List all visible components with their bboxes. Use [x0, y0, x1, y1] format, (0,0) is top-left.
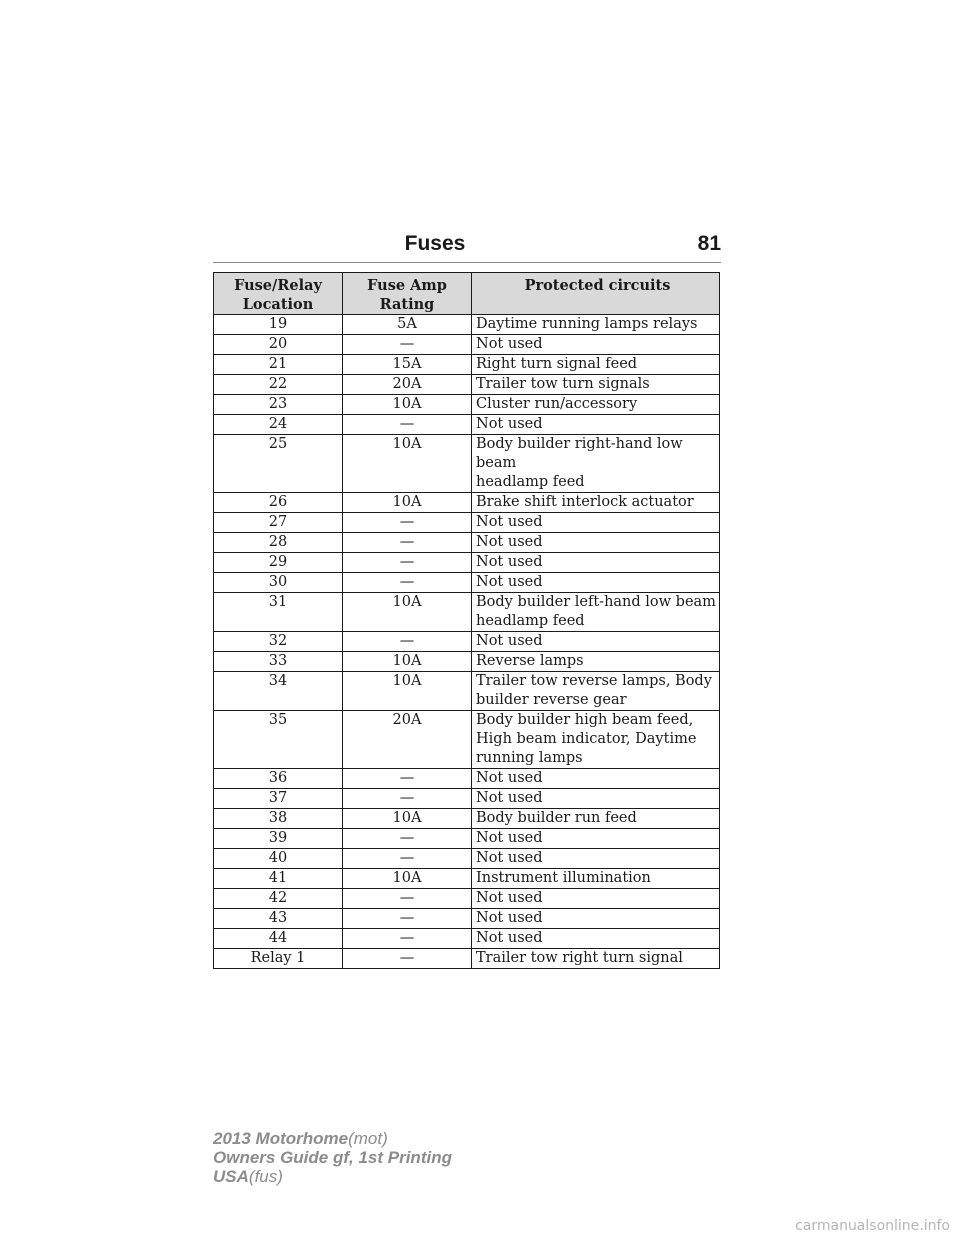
cell-protected-circuits: Not used [472, 553, 720, 573]
table-row [214, 929, 720, 949]
cell-amp-rating: 10A [343, 435, 472, 493]
cell-location: 25 [214, 435, 343, 493]
table-row [214, 769, 720, 789]
cell-location: 32 [214, 632, 343, 652]
cell-location: 34 [214, 672, 343, 711]
cell-location: 37 [214, 789, 343, 809]
section-title: Fuses [404, 232, 466, 255]
column-header-location: Fuse/Relay Location [214, 273, 343, 315]
footer-line-1 [213, 1129, 452, 1148]
cell-protected-circuits: Not used [472, 513, 720, 533]
cell-location: 28 [214, 533, 343, 553]
cell-protected-circuits: Not used [472, 415, 720, 435]
cell-location: 35 [214, 711, 343, 769]
table-row [214, 711, 720, 769]
cell-amp-rating: — [343, 573, 472, 593]
cell-protected-circuits: Not used [472, 533, 720, 553]
cell-location: 33 [214, 652, 343, 672]
fuse-table [213, 272, 720, 969]
fuse-table-body [214, 315, 720, 969]
cell-amp-rating: 5A [343, 315, 472, 335]
footer-guide: Owners Guide gf, 1st Printing [213, 1148, 452, 1167]
cell-protected-circuits: Cluster run/accessory [472, 395, 720, 415]
cell-amp-rating: 20A [343, 375, 472, 395]
cell-amp-rating: 10A [343, 652, 472, 672]
cell-location: 26 [214, 493, 343, 513]
table-row [214, 335, 720, 355]
table-row [214, 395, 720, 415]
cell-amp-rating: — [343, 949, 472, 969]
table-row [214, 789, 720, 809]
cell-location: 29 [214, 553, 343, 573]
cell-location: 40 [214, 849, 343, 869]
cell-amp-rating: 10A [343, 493, 472, 513]
cell-location: 39 [214, 829, 343, 849]
footer-market: USA [213, 1167, 249, 1186]
cell-location: 24 [214, 415, 343, 435]
cell-amp-rating: 15A [343, 355, 472, 375]
cell-location: 30 [214, 573, 343, 593]
cell-amp-rating: — [343, 909, 472, 929]
cell-location: 38 [214, 809, 343, 829]
footer-market-code: (fus) [248, 1167, 283, 1186]
cell-protected-circuits: Trailer tow reverse lamps, Body builder reverse gear [472, 672, 720, 711]
cell-amp-rating: — [343, 789, 472, 809]
cell-amp-rating: 10A [343, 809, 472, 829]
table-row [214, 573, 720, 593]
page-header [213, 228, 721, 263]
table-row [214, 593, 720, 632]
cell-location: 23 [214, 395, 343, 415]
table-row [214, 493, 720, 513]
cell-amp-rating: — [343, 553, 472, 573]
cell-protected-circuits: Body builder high beam feed, High beam indicator, Daytime running lamps [472, 711, 720, 769]
cell-protected-circuits: Not used [472, 909, 720, 929]
table-row [214, 355, 720, 375]
table-row [214, 672, 720, 711]
cell-protected-circuits: Body builder left-hand low beam headlamp feed [472, 593, 720, 632]
cell-location: 31 [214, 593, 343, 632]
cell-protected-circuits: Body builder run feed [472, 809, 720, 829]
cell-protected-circuits: Trailer tow turn signals [472, 375, 720, 395]
cell-location: 20 [214, 335, 343, 355]
cell-location: 36 [214, 769, 343, 789]
footer-model: 2013 Motorhome [213, 1129, 349, 1148]
cell-amp-rating: — [343, 335, 472, 355]
cell-amp-rating: — [343, 889, 472, 909]
cell-location: 44 [214, 929, 343, 949]
cell-protected-circuits: Right turn signal feed [472, 355, 720, 375]
table-row [214, 909, 720, 929]
cell-protected-circuits: Reverse lamps [472, 652, 720, 672]
cell-amp-rating: 20A [343, 711, 472, 769]
cell-amp-rating: — [343, 632, 472, 652]
cell-amp-rating: — [343, 849, 472, 869]
table-row [214, 949, 720, 969]
cell-protected-circuits: Not used [472, 889, 720, 909]
cell-location: 43 [214, 909, 343, 929]
cell-amp-rating: — [343, 415, 472, 435]
cell-protected-circuits: Instrument illumination [472, 869, 720, 889]
table-row [214, 889, 720, 909]
table-row [214, 553, 720, 573]
cell-protected-circuits: Not used [472, 789, 720, 809]
cell-protected-circuits: Body builder right-hand low beam headlamp feed [472, 435, 720, 493]
footer-line-2 [213, 1148, 452, 1167]
cell-location: 27 [214, 513, 343, 533]
table-row [214, 809, 720, 829]
table-row [214, 415, 720, 435]
cell-protected-circuits: Trailer tow right turn signal [472, 949, 720, 969]
footer-model-code: (mot) [348, 1129, 388, 1148]
table-row [214, 533, 720, 553]
table-row [214, 652, 720, 672]
cell-location: 42 [214, 889, 343, 909]
table-row [214, 513, 720, 533]
watermark: carmanualsonline.info [795, 1218, 950, 1234]
column-header-amp-rating: Fuse Amp Rating [343, 273, 472, 315]
cell-amp-rating: 10A [343, 672, 472, 711]
footer-line-3 [213, 1167, 452, 1186]
cell-location: 19 [214, 315, 343, 335]
table-row [214, 829, 720, 849]
cell-location: 21 [214, 355, 343, 375]
cell-amp-rating: 10A [343, 593, 472, 632]
cell-amp-rating: — [343, 929, 472, 949]
cell-amp-rating: — [343, 513, 472, 533]
cell-protected-circuits: Not used [472, 335, 720, 355]
cell-location: Relay 1 [214, 949, 343, 969]
table-row [214, 869, 720, 889]
table-row [214, 435, 720, 493]
cell-protected-circuits: Not used [472, 632, 720, 652]
table-row [214, 375, 720, 395]
cell-amp-rating: — [343, 829, 472, 849]
table-header-row [214, 273, 720, 315]
cell-amp-rating: — [343, 533, 472, 553]
cell-amp-rating: 10A [343, 869, 472, 889]
column-header-protected-circuits: Protected circuits [472, 273, 720, 315]
cell-amp-rating: 10A [343, 395, 472, 415]
table-row [214, 632, 720, 652]
cell-location: 41 [214, 869, 343, 889]
cell-location: 22 [214, 375, 343, 395]
page-number: 81 [697, 232, 721, 255]
cell-protected-circuits: Not used [472, 829, 720, 849]
print-footer [213, 1129, 452, 1186]
cell-amp-rating: — [343, 769, 472, 789]
table-row [214, 315, 720, 335]
cell-protected-circuits: Not used [472, 849, 720, 869]
cell-protected-circuits: Not used [472, 573, 720, 593]
cell-protected-circuits: Brake shift interlock actuator [472, 493, 720, 513]
cell-protected-circuits: Daytime running lamps relays [472, 315, 720, 335]
cell-protected-circuits: Not used [472, 929, 720, 949]
cell-protected-circuits: Not used [472, 769, 720, 789]
table-row [214, 849, 720, 869]
